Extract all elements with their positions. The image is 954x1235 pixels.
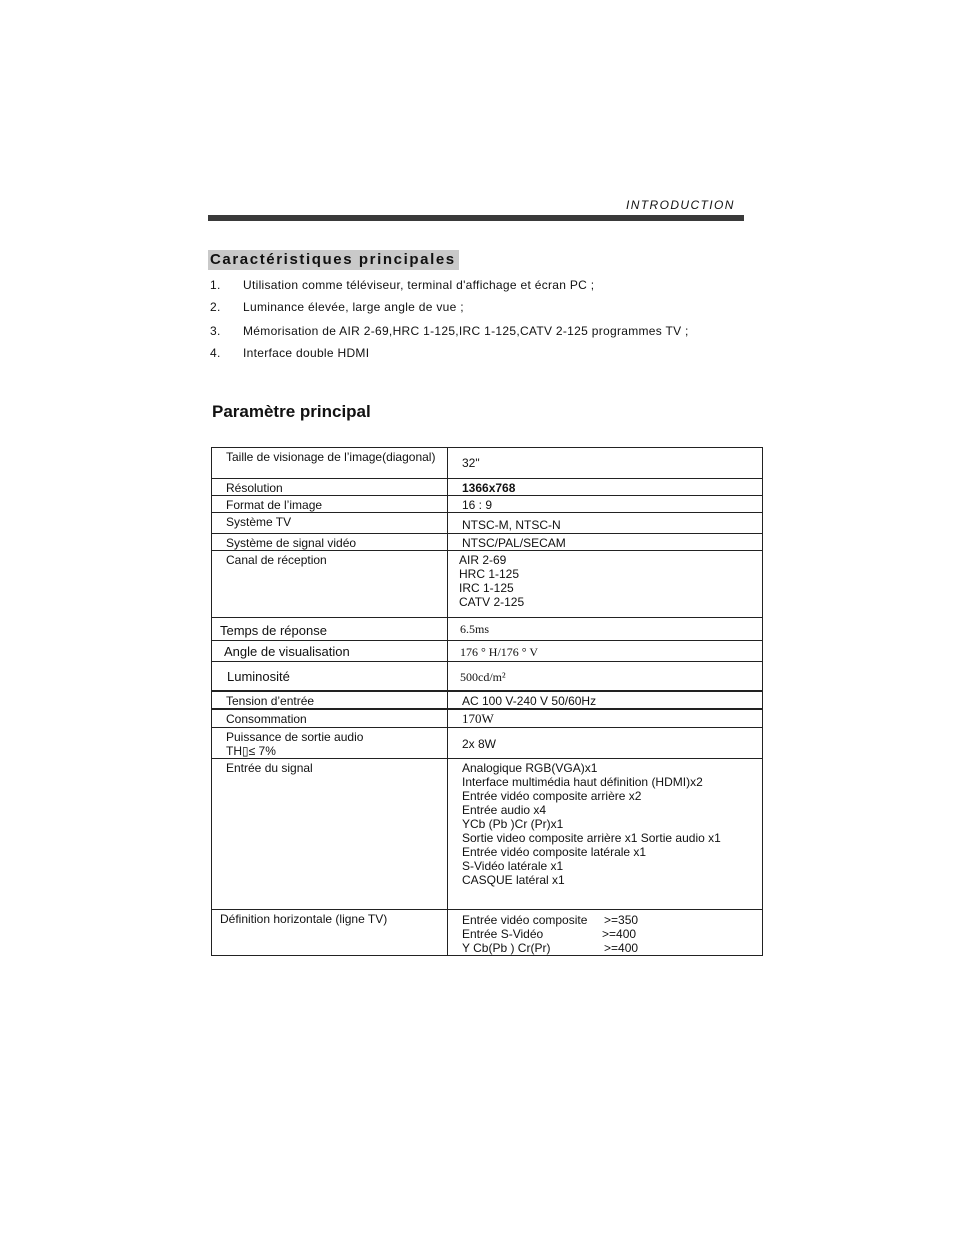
spec-label — [212, 728, 448, 759]
pair-row — [462, 913, 762, 927]
spec-label: Angle de visualisation — [212, 641, 448, 662]
spec-value: 32" — [448, 448, 763, 479]
spec-value: AC 100 V-240 V 50/60Hz — [448, 691, 763, 709]
table-row — [212, 448, 763, 479]
spec-value: NTSC/PAL/SECAM — [448, 534, 763, 551]
feature-number: 2. — [210, 300, 221, 314]
spec-value-list — [448, 759, 763, 910]
spec-label: Tension d’entrée — [212, 691, 448, 709]
feature-text: Utilisation comme téléviseur, terminal d'affichage et écran PC ; — [243, 278, 595, 292]
label-line: Puissance de sortie audio — [226, 730, 364, 744]
spec-value-pairs — [448, 910, 763, 956]
spec-value: 16 : 9 — [448, 496, 763, 513]
list-item: CATV 2-125 — [459, 595, 525, 609]
list-item: Analogique RGB(VGA)x1 — [462, 761, 598, 775]
table-row — [212, 691, 763, 709]
spec-value: NTSC-M, NTSC-N — [448, 513, 763, 534]
spec-value: 6.5ms — [448, 618, 763, 641]
spec-label: Luminosité — [212, 662, 448, 691]
list-item: Sortie video composite arrière x1 Sortie audio x1 — [462, 831, 721, 845]
spec-value: 500cd/m² — [448, 662, 763, 691]
specs-table — [211, 447, 763, 956]
list-item: Interface multimédia haut définition (HDMI)x2 — [462, 775, 703, 789]
feature-number: 1. — [210, 278, 221, 292]
pair-value: >=350 — [604, 913, 639, 927]
spec-value: 176 ° H/176 ° V — [448, 641, 763, 662]
pair-row — [462, 927, 762, 941]
spec-label: Temps de réponse — [212, 618, 448, 641]
spec-label: Résolution — [212, 479, 448, 496]
spec-value: 1366x768 — [448, 479, 763, 496]
spec-label: Consommation — [212, 709, 448, 728]
table-row — [212, 759, 763, 910]
pair-value: >=400 — [602, 927, 637, 941]
feature-text: Interface double HDMI — [243, 346, 370, 360]
spec-label: Canal de réception — [212, 551, 448, 618]
feature-text: Mémorisation de AIR 2-69,HRC 1-125,IRC 1-125,CATV 2-125 programmes TV ; — [243, 324, 689, 338]
list-item: HRC 1-125 — [459, 567, 520, 581]
table-row — [212, 662, 763, 691]
spec-value-list — [448, 551, 763, 618]
list-item: Entrée vidéo composite latérale x1 — [462, 845, 647, 859]
table-row — [212, 910, 763, 956]
spec-label: Définition horizontale (ligne TV) — [212, 910, 448, 956]
list-item: IRC 1-125 — [459, 581, 514, 595]
spec-label: Taille de visionage de l’image(diagonal) — [212, 448, 448, 479]
list-item: S-Vidéo latérale x1 — [462, 859, 564, 873]
pair-name: Y Cb(Pb ) Cr(Pr) — [462, 941, 551, 955]
pair-name: Entrée S-Vidéo — [462, 927, 544, 941]
table-row — [212, 618, 763, 641]
table-row — [212, 709, 763, 728]
pair-name: Entrée vidéo composite — [462, 913, 588, 927]
pair-row — [462, 941, 762, 955]
table-row — [212, 479, 763, 496]
table-row — [212, 534, 763, 551]
section-header-label: INTRODUCTION — [626, 198, 735, 212]
list-item: YCb (Pb )Cr (Pr)x1 — [462, 817, 564, 831]
spec-label: Système de signal vidéo — [212, 534, 448, 551]
table-row — [212, 551, 763, 618]
spec-value: 170W — [448, 709, 763, 728]
table-row — [212, 496, 763, 513]
pair-value: >=400 — [604, 941, 639, 955]
feature-number: 4. — [210, 346, 221, 360]
table-row — [212, 641, 763, 662]
feature-text: Luminance élevée, large angle de vue ; — [243, 300, 464, 314]
list-item: Entrée audio x4 — [462, 803, 547, 817]
header-rule — [208, 215, 744, 221]
list-item: AIR 2-69 — [459, 553, 507, 567]
table-row — [212, 513, 763, 534]
table-row — [212, 728, 763, 759]
list-item: CASQUE latéral x1 — [462, 873, 565, 887]
feature-number: 3. — [210, 324, 221, 338]
spec-value: 2x 8W — [448, 728, 763, 759]
features-title: Caractéristiques principales — [208, 250, 459, 270]
list-item: Entrée vidéo composite arrière x2 — [462, 789, 642, 803]
spec-label: Système TV — [212, 513, 448, 534]
spec-label: Format de l’image — [212, 496, 448, 513]
params-title: Paramètre principal — [212, 402, 371, 421]
label-line: TH▯≤ 7% — [226, 744, 276, 758]
spec-label: Entrée du signal — [212, 759, 448, 910]
